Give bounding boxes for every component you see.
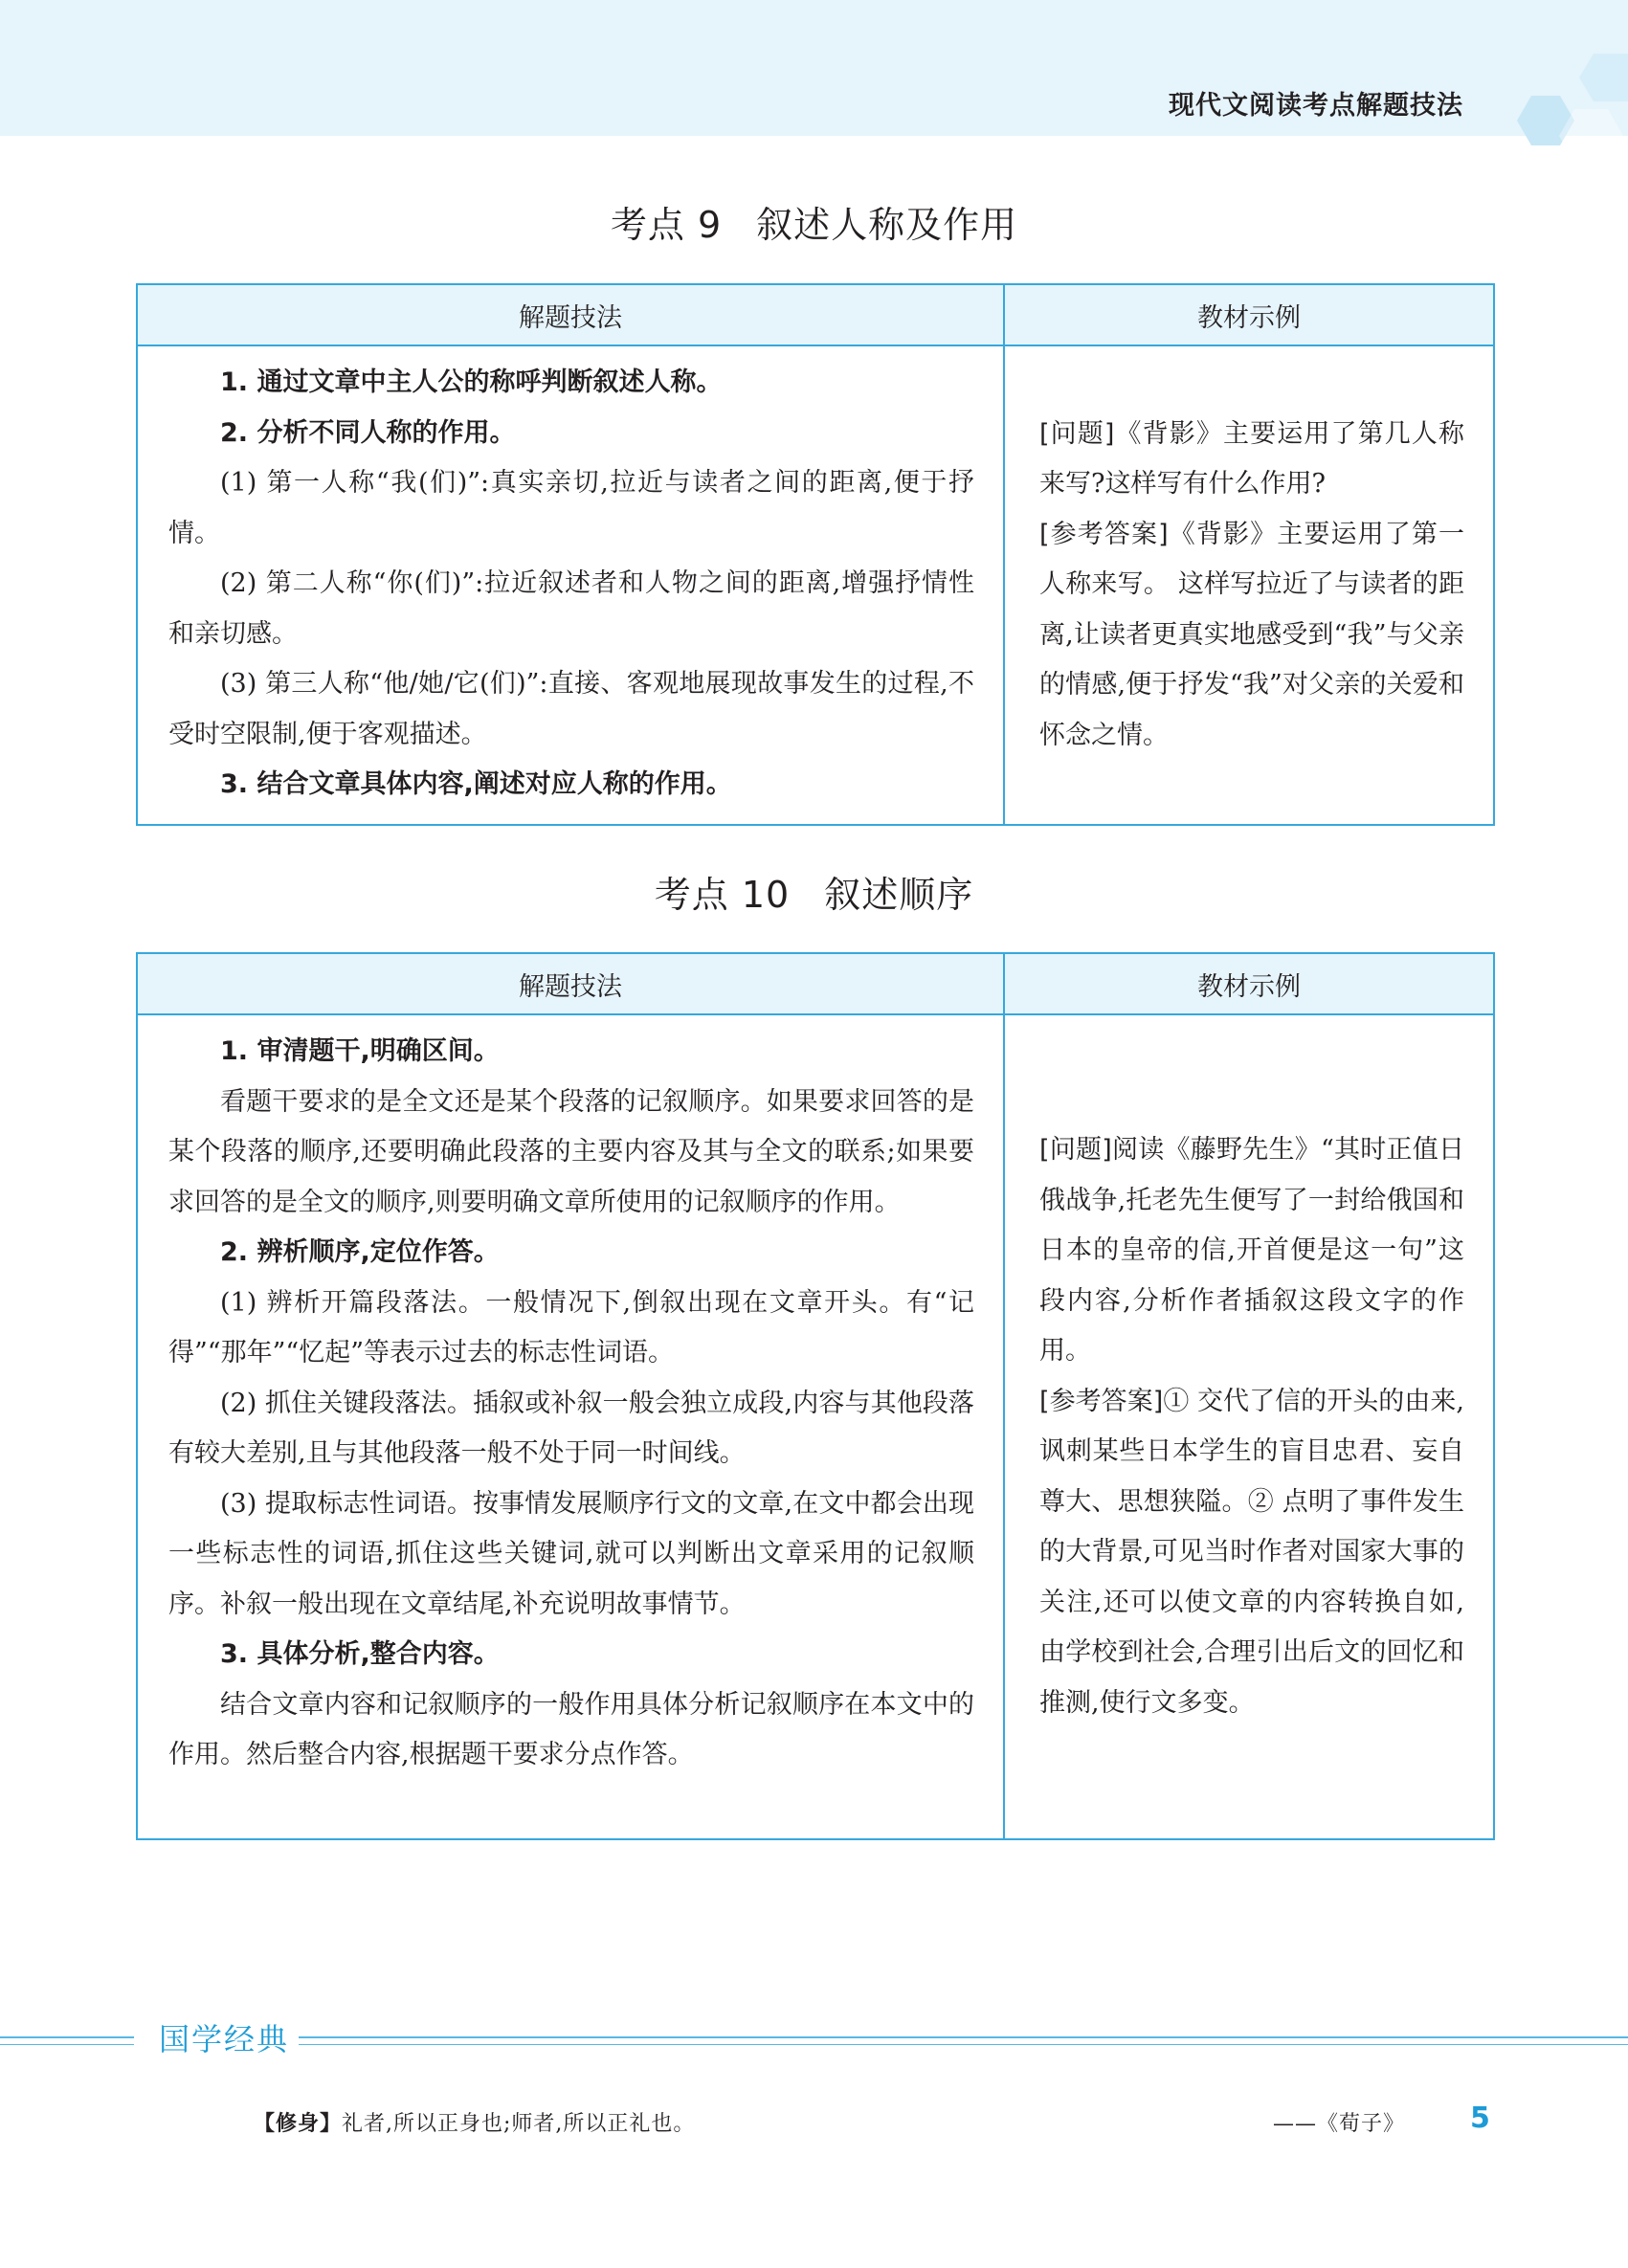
technique-text: (3) 第三人称“他/她/它(们)”:直接、客观地展现故事发生的过程,不受时空限制,便于客观描述。 bbox=[168, 669, 974, 749]
answer-text: 《背影》主要运用了第一人称来写。 这样写拉近了与读者的距离,让读者更真实地感受到“我”与父亲的情感,便于抒发“我”对父亲的关爱和怀念之情。 bbox=[1039, 519, 1464, 750]
answer-text: ① 交代了信的开头的由来,讽刺某些日本学生的盲目忠君、妄自尊大、思想狭隘。② 点明了事件发生的大背景,可见当时作者对国家大事的关注,还可以使文章的内容转换自如,由学校到社会,合理引出后文的回忆和推测,使行文多变。 bbox=[1039, 1386, 1464, 1718]
technique-step: 3. 结合文章具体内容,阐述对应人称的作用。 bbox=[220, 769, 732, 799]
technique-step: 3. 具体分析,整合内容。 bbox=[220, 1639, 500, 1669]
footer-quote bbox=[254, 2107, 695, 2137]
technique-text: (1) 第一人称“我(们)”:真实亲切,拉近与读者之间的距离,便于抒情。 bbox=[168, 468, 974, 548]
technique-text: (2) 第二人称“你(们)”:拉近叙述者和人物之间的距离,增强抒情性和亲切感。 bbox=[168, 568, 974, 649]
quote-source: ——《荀子》 bbox=[1273, 2112, 1406, 2136]
technique-step: 1. 通过文章中主人公的称呼判断叙述人称。 bbox=[220, 367, 723, 397]
column-header-example: 教材示例 bbox=[1004, 284, 1494, 345]
section-name: 叙述人称及作用 bbox=[756, 204, 1018, 246]
example-question bbox=[1039, 410, 1464, 510]
footer-divider-right-thin bbox=[299, 2044, 1628, 2045]
column-header-example: 教材示例 bbox=[1004, 953, 1494, 1014]
technique-text: (1) 辨析开篇段落法。一般情况下,倒叙出现在文章开头。有“记得”“那年”“忆起”等表示过去的标志性词语。 bbox=[168, 1287, 974, 1367]
example-answer bbox=[1039, 510, 1464, 762]
technique-text: 结合文章内容和记叙顺序的一般作用具体分析记叙顺序在本文中的作用。然后整合内容,根据题干要求分点作答。 bbox=[168, 1689, 974, 1769]
footer-divider-right bbox=[299, 2036, 1628, 2038]
quote-text: 礼者,所以正身也;师者,所以正礼也。 bbox=[342, 2112, 696, 2136]
section-name: 叙述顺序 bbox=[824, 874, 974, 916]
column-header-technique: 解题技法 bbox=[137, 953, 1004, 1014]
question-text: 《背影》主要运用了第几人称来写?这样写有什么作用? bbox=[1039, 418, 1464, 499]
example-cell bbox=[1004, 1014, 1494, 1839]
technique-step: 1. 审清题干,明确区间。 bbox=[220, 1036, 500, 1066]
column-header-technique: 解题技法 bbox=[137, 284, 1004, 345]
section-number: 考点 10 bbox=[654, 874, 791, 916]
answer-tag: [参考答案] bbox=[1039, 1386, 1164, 1416]
footer-section-label: 国学经典 bbox=[159, 2021, 290, 2057]
technique-table-10 bbox=[136, 952, 1495, 1840]
page-number: 5 bbox=[1470, 2101, 1490, 2135]
technique-step: 2. 分析不同人称的作用。 bbox=[220, 417, 516, 448]
section-title-10 bbox=[0, 865, 1628, 918]
quote-tag: 【修身】 bbox=[254, 2112, 343, 2136]
question-text: 阅读《藤野先生》“其时正值日俄战争,托老先生便写了一封给俄国和日本的皇帝的信,开首便是这一句”这段内容,分析作者插叙这段文字的作用。 bbox=[1039, 1135, 1464, 1366]
question-tag: [问题] bbox=[1039, 418, 1115, 449]
example-cell bbox=[1004, 345, 1494, 825]
answer-tag: [参考答案] bbox=[1039, 519, 1169, 549]
section-title-9 bbox=[0, 195, 1628, 248]
hexagon-decoration-icon bbox=[1474, 38, 1628, 172]
footer-divider-left bbox=[0, 2036, 134, 2038]
technique-step: 2. 辨析顺序,定位作答。 bbox=[220, 1237, 500, 1267]
technique-table-9 bbox=[136, 283, 1495, 826]
technique-cell bbox=[137, 1014, 1004, 1839]
section-number: 考点 9 bbox=[610, 204, 723, 246]
question-tag: [问题] bbox=[1039, 1135, 1112, 1165]
technique-text: (2) 抓住关键段落法。插叙或补叙一般会独立成段,内容与其他段落有较大差别,且与其他段落一般不处于同一时间线。 bbox=[168, 1388, 974, 1468]
technique-text: 看题干要求的是全文还是某个段落的记叙顺序。如果要求回答的是某个段落的顺序,还要明确此段落的主要内容及其与全文的联系;如果要求回答的是全文的顺序,则要明确文章所使用的记叙顺序的作用。 bbox=[168, 1086, 974, 1217]
example-answer bbox=[1039, 1377, 1464, 1729]
footer-divider-left-thin bbox=[0, 2044, 134, 2045]
example-question bbox=[1039, 1125, 1464, 1377]
page-header-title: 现代文阅读考点解题技法 bbox=[1169, 91, 1463, 121]
technique-text: (3) 提取标志性词语。按事情发展顺序行文的文章,在文中都会出现一些标志性的词语,抓住这些关键词,就可以判断出文章采用的记叙顺序。补叙一般出现在文章结尾,补充说明故事情节。 bbox=[168, 1488, 974, 1619]
technique-cell bbox=[137, 345, 1004, 825]
